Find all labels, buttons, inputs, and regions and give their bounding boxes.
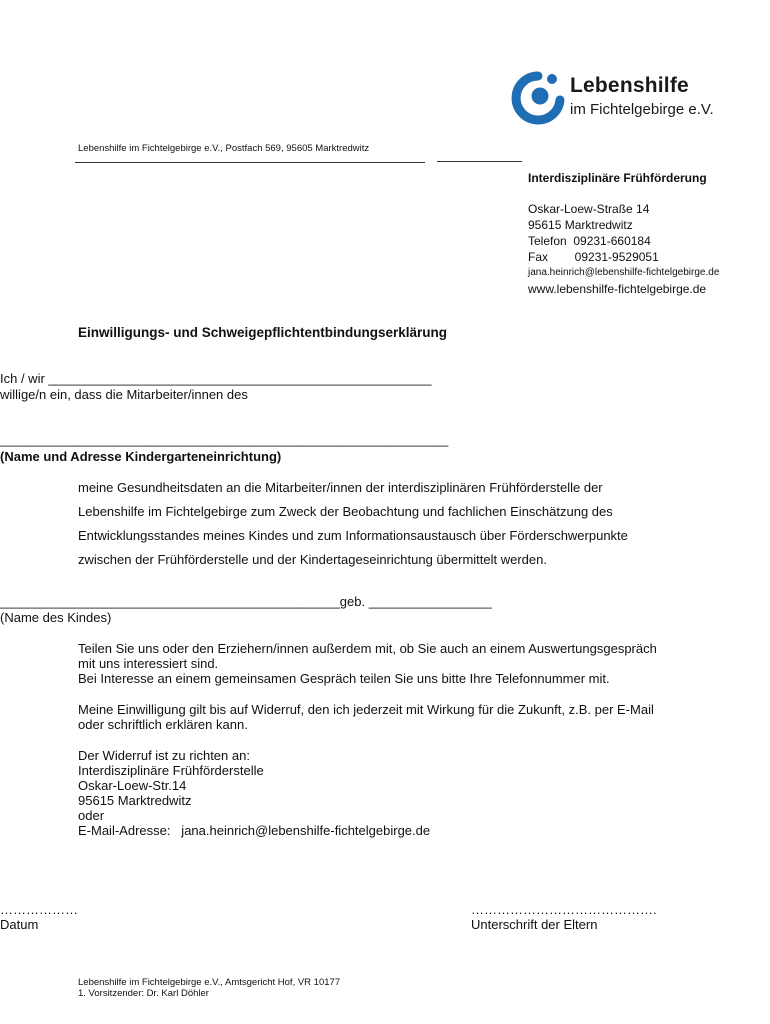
info-line: mit uns interessiert sind. (78, 656, 219, 671)
contact-phone: Telefon 09231-660184 (528, 234, 651, 248)
consent-line: zwischen der Frühförderstelle und der Kindertageseinrichtung übermittelt werden. (78, 552, 547, 567)
contact-website[interactable]: www.lebenshilfe-fichtelgebirge.de (528, 282, 707, 296)
logo-title: Lebenshilfe (570, 74, 689, 97)
revocation-line: Meine Einwilligung gilt bis auf Widerruf, den ich jederzeit mit Wirkung für die Zukunft, z.B. per E-Mail (78, 702, 654, 717)
info-line: Teilen Sie uns oder den Erziehern/innen außerdem mit, ob Sie auch an einem Auswertungsgespräch (78, 641, 657, 656)
date-field[interactable]: ……………… (0, 902, 78, 917)
info-paragraph (78, 641, 657, 686)
revocation-address (78, 748, 430, 838)
consent-paragraph (78, 476, 628, 572)
address-line: Der Widerruf ist zu richten an: (78, 748, 250, 763)
kindergarten-label: (Name und Adresse Kindergarteneinrichtung) (0, 449, 282, 464)
parent-signature-label: Unterschrift der Eltern (471, 917, 598, 932)
lebenshilfe-logo (510, 70, 730, 126)
lebenshilfe-logo-icon (510, 70, 566, 126)
address-line: 95615 Marktredwitz (78, 793, 192, 808)
revocation-paragraph (78, 702, 654, 732)
address-line: oder (78, 808, 105, 823)
consent-line: meine Gesundheitsdaten an die Mitarbeiter/innen der interdisziplinären Frühförderstelle der (78, 480, 603, 495)
footer-line: 1. Vorsitzender: Dr. Karl Döhler (78, 988, 209, 999)
child-name-label: (Name des Kindes) (0, 610, 112, 625)
contact-department: Interdisziplinäre Frühförderung (528, 171, 707, 185)
consent-line: Lebenshilfe im Fichtelgebirge zum Zweck der Beobachtung und fachlichen Einschätzung des (78, 504, 613, 519)
footer (78, 977, 340, 999)
consent-line: Entwicklungsstandes meines Kindes und zum Informationsaustausch über Förderschwerpunkte (78, 528, 628, 543)
address-line: Interdisziplinäre Frühförderstelle (78, 763, 264, 778)
document-title: Einwilligungs- und Schweigepflichtentbindungserklärung (78, 325, 448, 340)
consent-intro-text: willige/n ein, dass die Mitarbeiter/innen des (0, 387, 248, 402)
footer-line: Lebenshilfe im Fichtelgebirge e.V., Amtsgericht Hof, VR 10177 (78, 977, 341, 988)
revocation-line: oder schriftlich erklären kann. (78, 717, 248, 732)
kindergarten-field[interactable]: ______________________________________________________________ (0, 432, 449, 447)
sender-divider (75, 162, 425, 163)
contact-fax: Fax 09231-9529051 (528, 250, 659, 264)
contact-city: 95615 Marktredwitz (528, 218, 633, 232)
contact-divider (437, 161, 522, 162)
child-name-birthdate-field[interactable]: _______________________________________________geb. _________________ (0, 594, 492, 609)
contact-block (528, 170, 719, 297)
consent-name-field[interactable]: Ich / wir _____________________________________________________ (0, 371, 432, 386)
contact-email[interactable]: jana.heinrich@lebenshilfe-fichtelgebirge.de (528, 267, 720, 278)
address-line: E-Mail-Adresse: jana.heinrich@lebenshilfe-fichtelgebirge.de (78, 823, 431, 838)
parent-signature-field[interactable]: ……………………………………. (471, 902, 657, 917)
address-line: Oskar-Loew-Str.14 (78, 778, 187, 793)
date-label: Datum (0, 917, 39, 932)
sender-address-line: Lebenshilfe im Fichtelgebirge e.V., Postfach 569, 95605 Marktredwitz (78, 143, 370, 154)
info-line: Bei Interesse an einem gemeinsamen Gespräch teilen Sie uns bitte Ihre Telefonnummer mit. (78, 671, 610, 686)
contact-street: Oskar-Loew-Straße 14 (528, 202, 650, 216)
logo-subtitle: im Fichtelgebirge e.V. (570, 101, 714, 118)
